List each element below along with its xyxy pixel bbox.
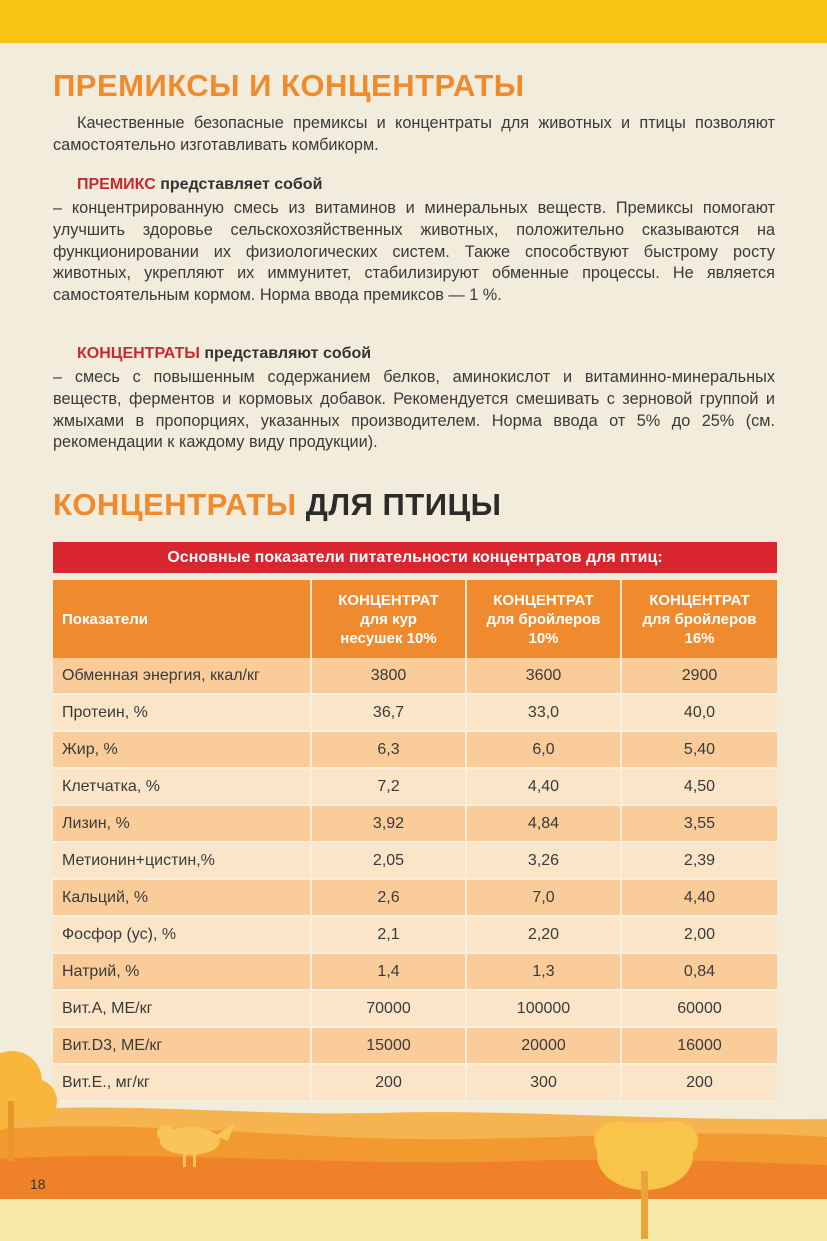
table-row (53, 768, 777, 805)
table-cell: 0,84 (621, 953, 777, 990)
section-title (53, 487, 502, 523)
table-row (53, 805, 777, 842)
row-label: Протеин, % (53, 694, 311, 731)
header-line: несушек 10% (340, 629, 437, 647)
table-cell: 2,05 (311, 842, 466, 879)
table-cell: 6,0 (466, 731, 621, 768)
table-cell: 300 (466, 1064, 621, 1101)
table-cell: 6,3 (311, 731, 466, 768)
table-cell: 3,26 (466, 842, 621, 879)
table-row (53, 879, 777, 916)
table-cell: 20000 (466, 1027, 621, 1064)
table-cell: 3800 (311, 658, 466, 694)
table-cell: 40,0 (621, 694, 777, 731)
table-cell: 16000 (621, 1027, 777, 1064)
table-cell: 4,40 (466, 768, 621, 805)
table-row (53, 658, 777, 694)
table-cell: 36,7 (311, 694, 466, 731)
section-title-part1: КОНЦЕНТРАТЫ (53, 487, 297, 522)
row-label: Жир, % (53, 731, 311, 768)
header-line: для бройлеров (642, 610, 757, 628)
table-cell: 200 (311, 1064, 466, 1101)
top-color-bar (0, 0, 827, 43)
table-header-row (53, 580, 777, 658)
table-cell: 2,39 (621, 842, 777, 879)
header-line: 16% (684, 629, 715, 647)
table-cell: 2,1 (311, 916, 466, 953)
nutrition-table (53, 580, 777, 1102)
premix-term: ПРЕМИКС (77, 176, 156, 193)
table-row (53, 990, 777, 1027)
table-cell: 1,3 (466, 953, 621, 990)
row-label: Клетчатка, % (53, 768, 311, 805)
premix-subheading (77, 176, 322, 194)
premix-paragraph: – концентрированную смесь из витаминов и минеральных веществ. Премиксы помогают улучшить здоровье сельскохозяйственных животных, положительно сказываются на функционировании их физиологических систем. Также способствуют быстрому росту животных, укрепляют их иммунитет, стабилизируют обменные процессы. Не является самостоятельным кормом. Норма ввода премиксов — 1 %. (53, 199, 775, 305)
intro-paragraph: Качественные безопасные премиксы и концентраты для животных и птицы позволяют самостоятельно изготавливать комбикорм. (53, 114, 775, 154)
row-label: Лизин, % (53, 805, 311, 842)
row-label: Обменная энергия, ккал/кг (53, 658, 311, 694)
table-row (53, 842, 777, 879)
row-label: Кальций, % (53, 879, 311, 916)
table-cell: 7,2 (311, 768, 466, 805)
nutrition-table-block (53, 542, 777, 1102)
section-title-part2: ДЛЯ ПТИЦЫ (296, 487, 502, 522)
table-cell: 3,55 (621, 805, 777, 842)
row-label: Натрий, % (53, 953, 311, 990)
table-cell: 5,40 (621, 731, 777, 768)
premix-subheading-rest: представляет собой (155, 176, 323, 193)
header-line: 10% (528, 629, 559, 647)
table-row (53, 916, 777, 953)
header-indicator (53, 580, 311, 658)
header-line: КОНЦЕНТРАТ (493, 591, 594, 609)
header-broilers-16 (621, 580, 777, 658)
header-layers (311, 580, 466, 658)
concentrate-subheading (77, 345, 371, 363)
table-row (53, 731, 777, 768)
concentrate-term: КОНЦЕНТРАТЫ (77, 345, 200, 362)
table-caption: Основные показатели питательности концентратов для птиц: (53, 542, 777, 573)
table-cell: 3,92 (311, 805, 466, 842)
header-label: Показатели (62, 610, 149, 628)
table-cell: 4,84 (466, 805, 621, 842)
table-cell: 60000 (621, 990, 777, 1027)
table-cell: 4,40 (621, 879, 777, 916)
table-row (53, 694, 777, 731)
table-cell: 2,6 (311, 879, 466, 916)
table-cell: 200 (621, 1064, 777, 1101)
header-line: КОНЦЕНТРАТ (649, 591, 750, 609)
table-cell: 4,50 (621, 768, 777, 805)
row-label: Вит.D3, МЕ/кг (53, 1027, 311, 1064)
header-broilers-10 (466, 580, 621, 658)
row-label: Метионин+цистин,% (53, 842, 311, 879)
table-cell: 2900 (621, 658, 777, 694)
table-cell: 33,0 (466, 694, 621, 731)
table-cell: 2,20 (466, 916, 621, 953)
concentrate-subheading-rest: представляют собой (199, 345, 372, 362)
table-cell: 15000 (311, 1027, 466, 1064)
table-cell: 3600 (466, 658, 621, 694)
table-cell: 1,4 (311, 953, 466, 990)
table-cell: 70000 (311, 990, 466, 1027)
table-cell: 7,0 (466, 879, 621, 916)
header-line: КОНЦЕНТРАТ (338, 591, 439, 609)
concentrate-paragraph: – смесь с повышенным содержанием белков, аминокислот и витаминно-минеральных веществ, ферментов и кормовых добавок. Рекомендуется смешивать с зерновой группой и жмыхами в пропорциях, указанных производителем. Норма ввода от 5% до 25% (см. рекомендации к каждому виду продукции). (53, 368, 775, 452)
row-label: Фосфор (ус), % (53, 916, 311, 953)
header-line: для бройлеров (486, 610, 601, 628)
table-cell: 100000 (466, 990, 621, 1027)
row-label: Вит.Е., мг/кг (53, 1064, 311, 1101)
page-number: 18 (30, 1176, 46, 1192)
table-row (53, 953, 777, 990)
landscape-illustration (0, 1041, 827, 1241)
page-title: ПРЕМИКСЫ И КОНЦЕНТРАТЫ (53, 68, 525, 103)
row-label: Вит.А, МЕ/кг (53, 990, 311, 1027)
ground-strip (0, 1199, 827, 1241)
header-line: для кур (360, 610, 417, 628)
table-cell: 2,00 (621, 916, 777, 953)
